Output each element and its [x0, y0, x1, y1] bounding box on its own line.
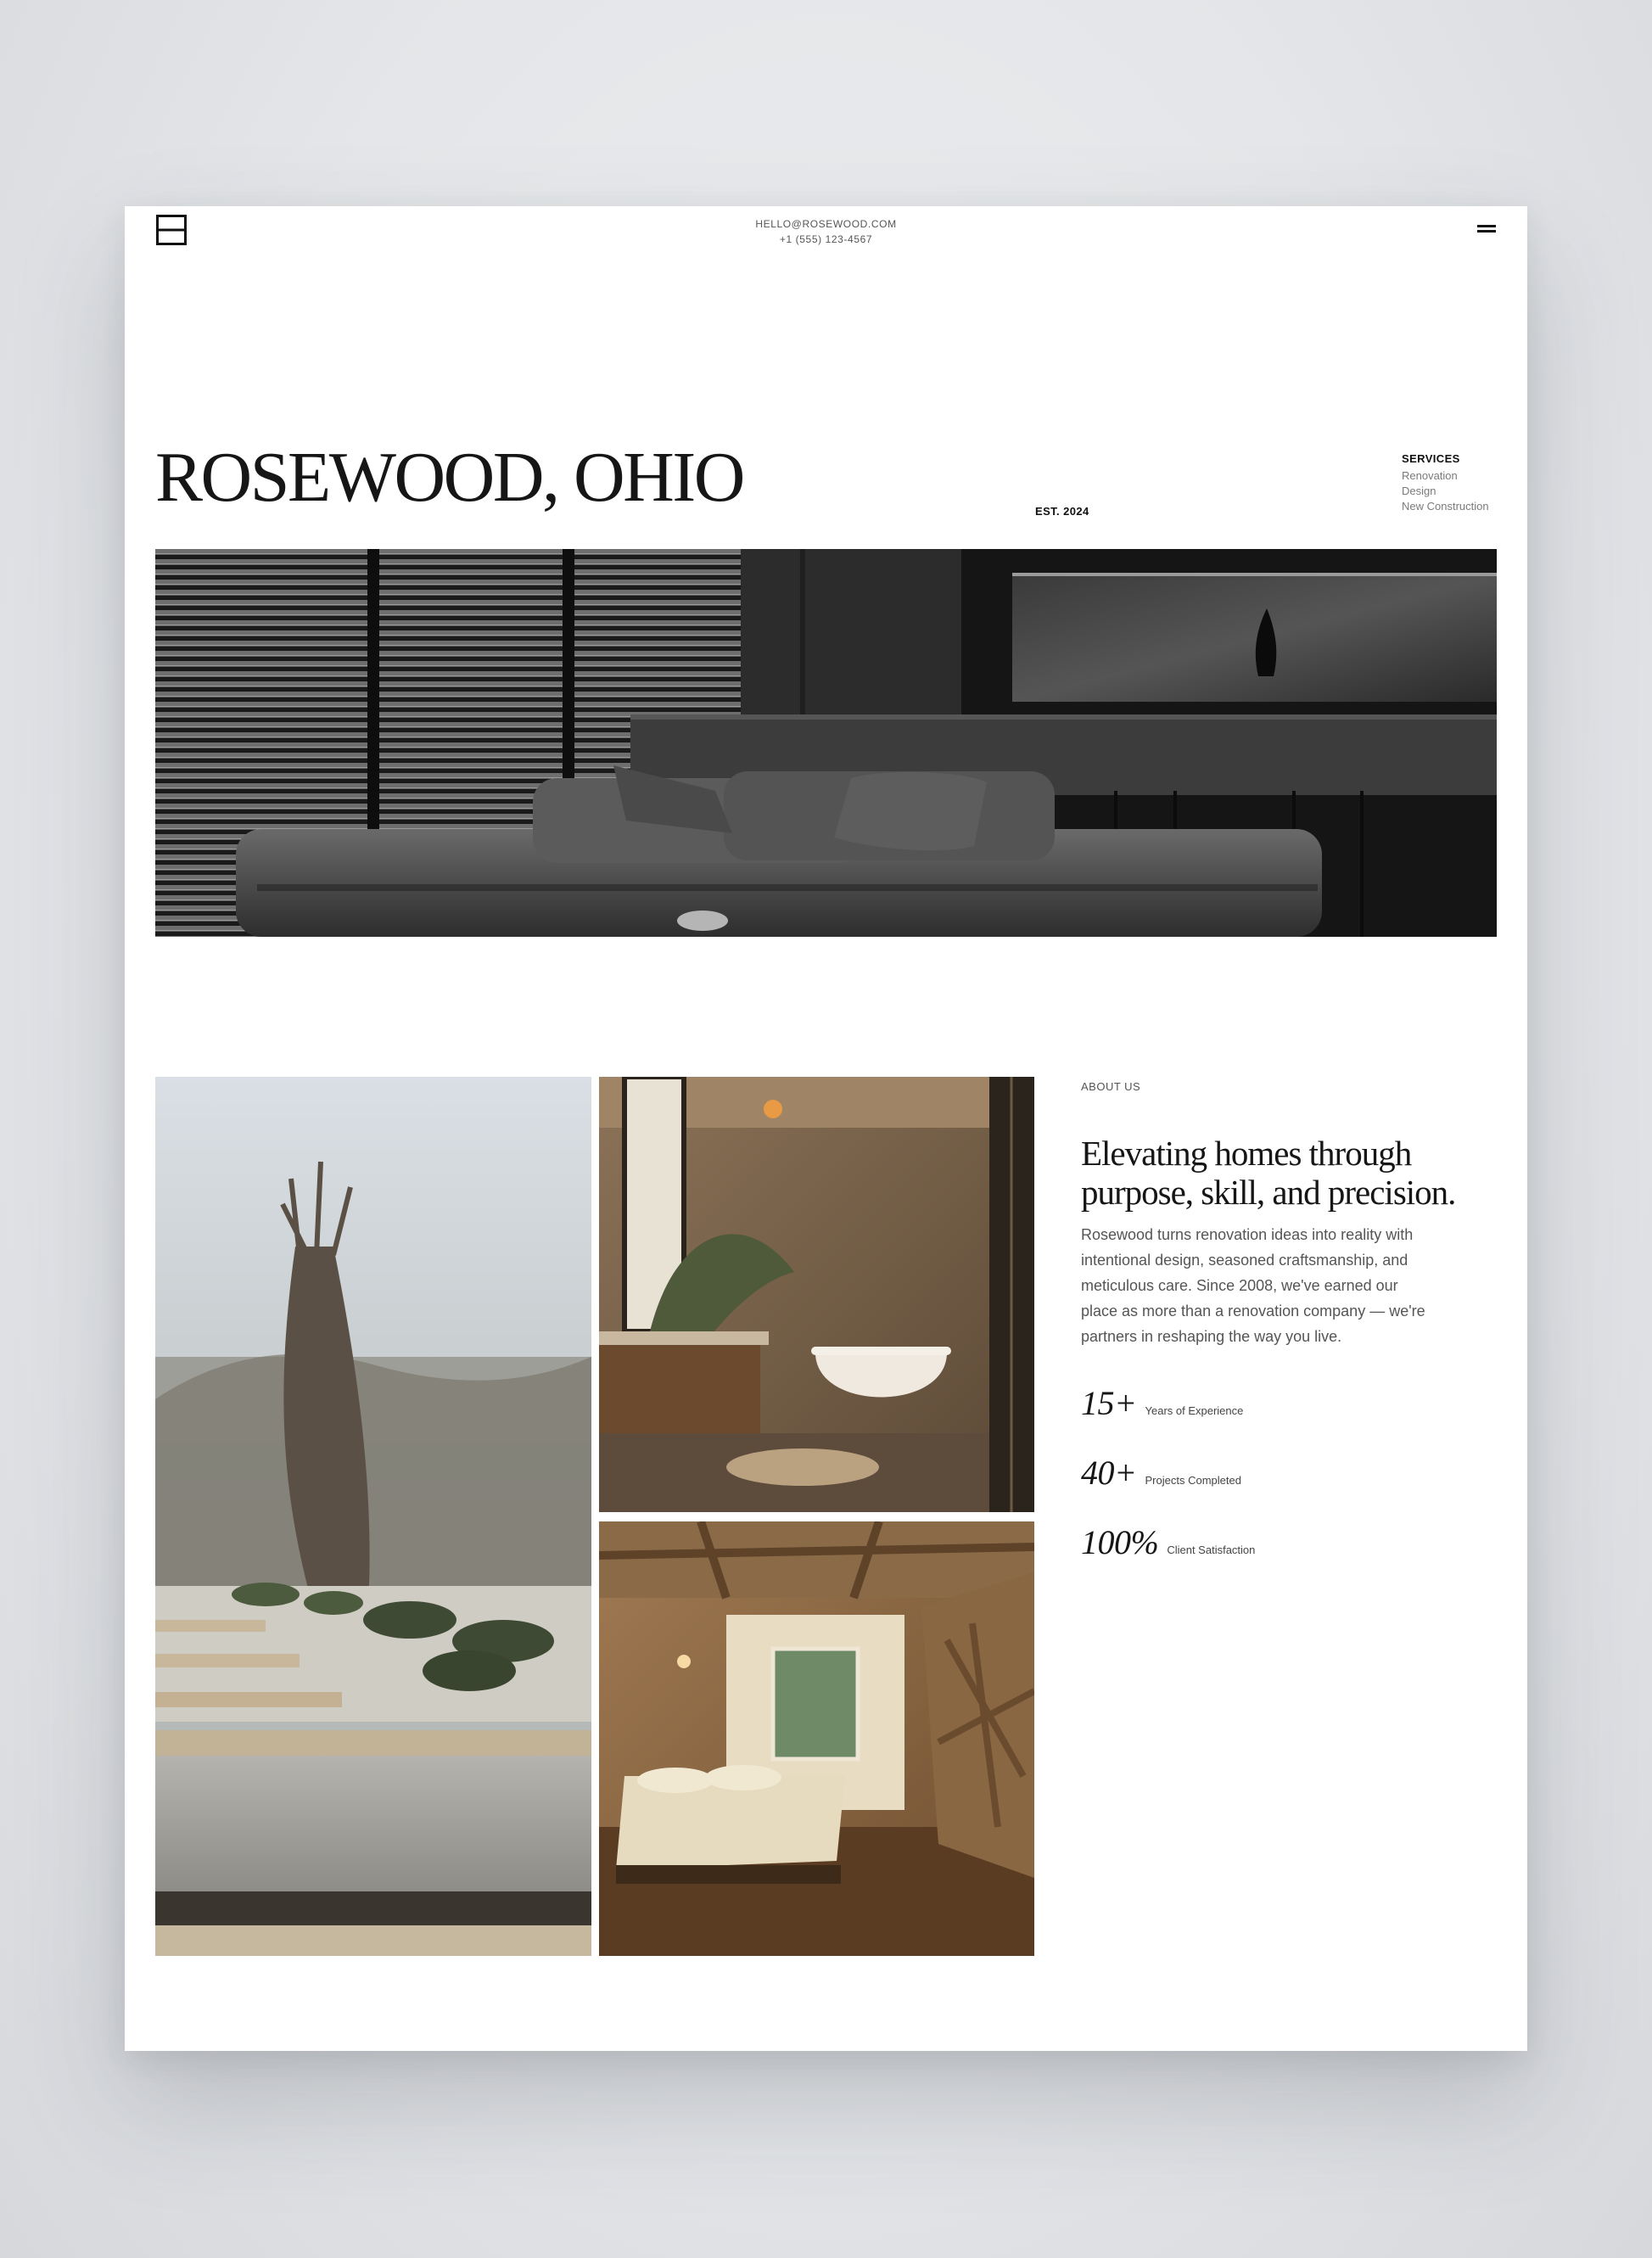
stat-label: Projects Completed: [1145, 1474, 1241, 1487]
phone-link[interactable]: +1 (555) 123-4567: [779, 233, 873, 245]
hero-interior-image: [155, 549, 1497, 937]
stat-label: Years of Experience: [1145, 1404, 1244, 1417]
stat-value: 15+: [1081, 1384, 1137, 1422]
stat-label: Client Satisfaction: [1167, 1544, 1256, 1556]
service-new-construction-link[interactable]: New Construction: [1402, 500, 1489, 513]
bathroom-photo: [599, 1077, 1034, 1512]
stat-satisfaction: [1081, 1522, 1471, 1592]
page-card: [125, 206, 1527, 2051]
about-label: ABOUT US: [1081, 1080, 1141, 1093]
contact-info: [125, 216, 1527, 247]
about-section: [1081, 1077, 1471, 1592]
service-renovation-link[interactable]: Renovation: [1402, 469, 1458, 482]
stats-list: [1081, 1383, 1471, 1592]
services-heading: SERVICES: [1402, 452, 1460, 465]
email-link[interactable]: HELLO@ROSEWOOD.COM: [755, 218, 897, 230]
about-heading: Elevating homes through purpose, skill, and precision.: [1081, 1134, 1456, 1212]
service-design-link[interactable]: Design: [1402, 485, 1436, 497]
garden-photo: [155, 1077, 591, 1956]
bedroom-photo: [599, 1521, 1034, 1956]
stat-value: 40+: [1081, 1454, 1137, 1492]
stat-value: 100%: [1081, 1523, 1159, 1561]
page-title: ROSEWOOD, OHIO: [155, 438, 743, 517]
about-body: Rosewood turns renovation ideas into reality with intentional design, seasoned craftsmanship, and meticulous care. Since 2008, we've earned our place as more than a renovation company — we're partners in reshaping the way you live.: [1081, 1226, 1425, 1345]
stat-years: [1081, 1383, 1471, 1453]
hamburger-menu-icon[interactable]: [1477, 223, 1496, 235]
services-list: [1402, 452, 1489, 514]
established-label: EST. 2024: [1035, 505, 1089, 518]
stat-projects: [1081, 1453, 1471, 1522]
